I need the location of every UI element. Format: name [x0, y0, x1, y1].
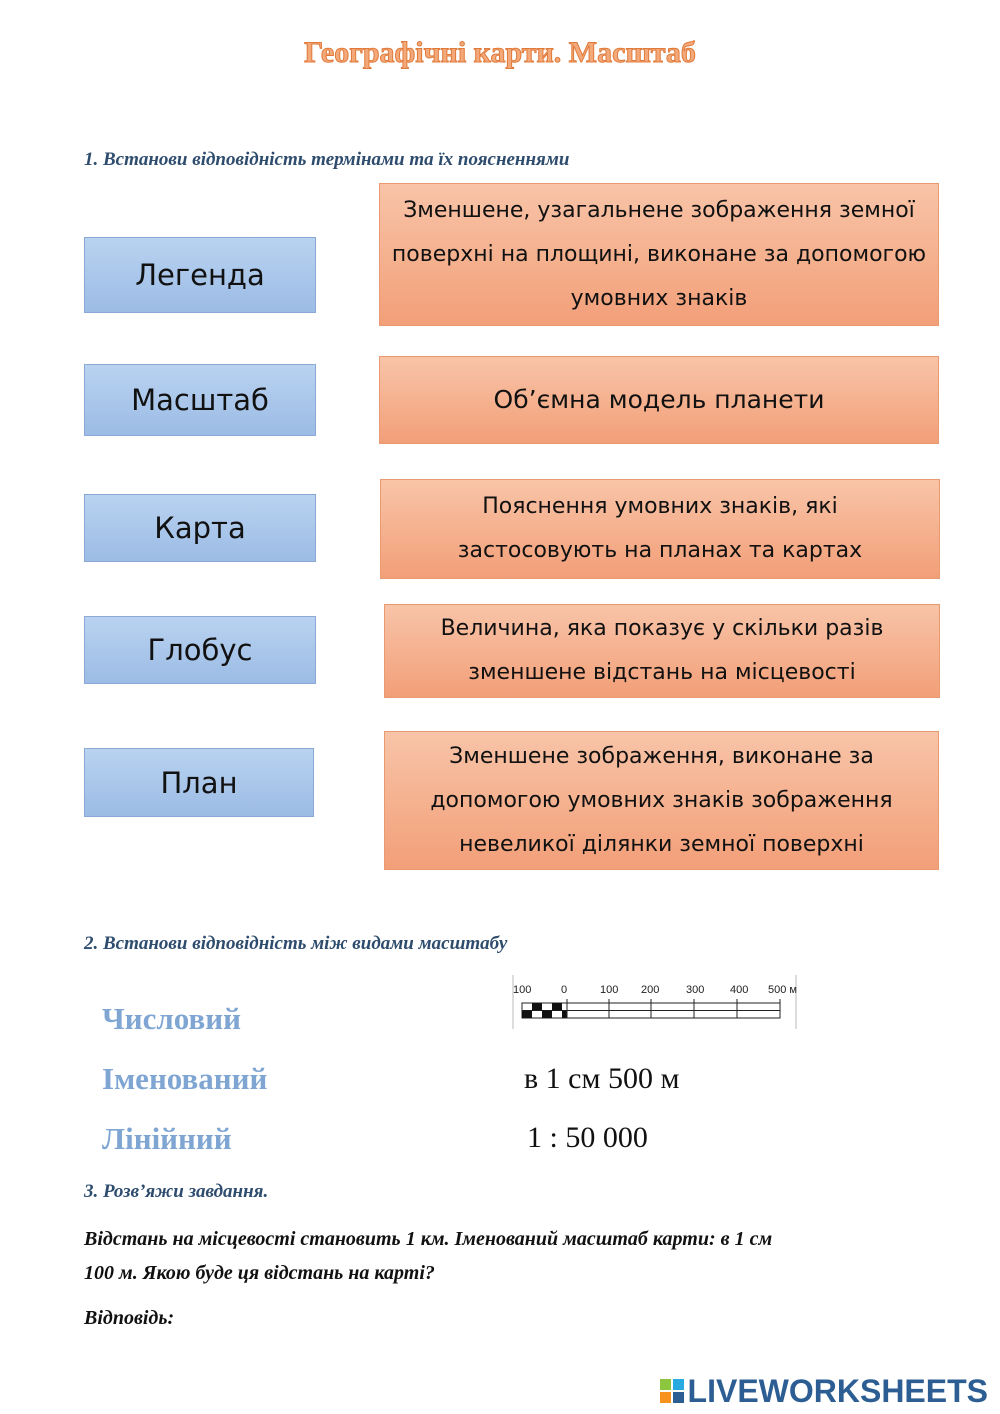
scale-tick-label: 300 — [686, 984, 705, 996]
problem-text-line1: Відстань на місцевості становить 1 км. Іменований масштаб карти: в 1 см — [84, 1228, 773, 1250]
definition-box[interactable] — [384, 731, 939, 870]
definition-text: Величина, яка показує у скільки разів зменшене відстань на місцевості — [440, 616, 884, 685]
scale-value[interactable]: в 1 см 500 м — [524, 1062, 680, 1095]
task1-heading: 1. Встанови відповідність термінами та їх поясненнями — [84, 149, 570, 170]
term-box[interactable] — [84, 748, 314, 817]
problem-text-line2: 100 м. Якою буде ця відстань на карті? — [84, 1262, 435, 1284]
page-title: Географічні карти. Масштаб — [304, 36, 696, 69]
task2-heading: 2. Встанови відповідність між видами масштабу — [84, 933, 508, 954]
scale-tick-label: 100 — [600, 984, 619, 996]
scale-tick-label: 100 — [513, 984, 532, 996]
scale-kind[interactable]: Іменований — [102, 1061, 268, 1096]
definition-box[interactable] — [379, 356, 939, 444]
scale-tick-label: 400 — [730, 984, 749, 996]
term-box[interactable] — [84, 364, 316, 436]
answer-label: Відповідь: — [84, 1307, 175, 1329]
term-label: Масштаб — [131, 383, 269, 417]
term-box[interactable] — [84, 237, 316, 313]
scale-kind[interactable]: Лінійний — [102, 1121, 232, 1156]
term-label: Глобус — [147, 633, 253, 667]
definition-text: Зменшене зображення, виконане за допомогою умовних знаків зображення невеликої ділянки земної поверхні — [430, 743, 893, 857]
liveworksheets-logo-icon — [660, 1379, 684, 1403]
definition-box[interactable] — [380, 479, 940, 579]
scale-kind[interactable]: Числовий — [102, 1001, 241, 1036]
scale-tick-label: 200 — [641, 984, 660, 996]
definition-text: Зменшене, узагальнене зображення земної поверхні на площині, виконане за допомогою умовних знаків — [391, 197, 927, 311]
term-label: План — [160, 765, 238, 800]
liveworksheets-logo — [660, 1373, 988, 1409]
definition-text: Об’ємна модель планети — [493, 385, 825, 414]
scale-tick-label: 0 — [561, 984, 568, 996]
scale-tick-label: 500 м — [768, 984, 797, 996]
term-box[interactable] — [84, 494, 316, 562]
task3-heading: 3. Розв’яжи завдання. — [84, 1181, 269, 1202]
term-label: Легенда — [135, 258, 265, 292]
definition-text: Пояснення умовних знаків, які застосовують на планах та картах — [457, 494, 863, 563]
definition-box[interactable] — [379, 183, 939, 326]
definition-box[interactable] — [384, 604, 940, 698]
scale-value[interactable]: 1 : 50 000 — [527, 1121, 648, 1154]
logo-text: LIVEWORKSHEETS — [687, 1372, 988, 1409]
term-box[interactable] — [84, 616, 316, 684]
term-label: Карта — [154, 511, 246, 545]
linear-scale-bar[interactable] — [510, 975, 800, 1031]
